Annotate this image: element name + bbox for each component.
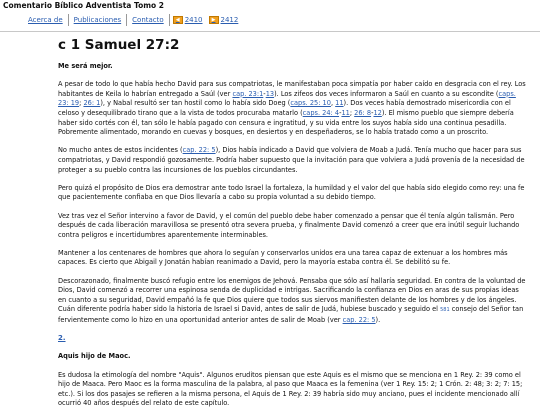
ref-link[interactable]: caps. 25: 10: [290, 99, 331, 108]
app-title: Comentario Bíblico Adventista Tomo 2: [3, 1, 165, 10]
text-span: ). Dos veces había demostrado misericordia con el celoso y desequilibrado tirano que a la vista de todos procuraba matarlo (: [58, 99, 511, 117]
verse-heading: Me será mejor.: [58, 62, 113, 70]
text-span: ;: [79, 99, 84, 108]
text-span: -: [263, 89, 266, 98]
ref-link[interactable]: 13: [265, 89, 275, 98]
paragraph: [58, 80, 528, 138]
ref-link[interactable]: 26: 8: [354, 108, 372, 117]
paragraph: Pero quizá el propósito de Dios era demostrar ante todo Israel la fortaleza, la humildad y el valor del que había sido elegido como rey: una fe que pacientemente confiaba en que Dios llevaría a cabo su propia voluntad a su debido tiempo.: [58, 183, 525, 202]
paragraph: Vez tras vez el Señor intervino a favor de David, y el común del pueblo debe haber comenzado a pensar que él tenía algún talismán. Pero después de cada liberación maravillosa se presentó otra severa prueba, y finalmente David comenzó a creer que era inútil seguir luchando contra peligros e incertidumbres aparentemente interminables.: [58, 211, 520, 239]
ref-link[interactable]: caps. 23: 19: [58, 89, 516, 108]
next-page-icon: ▶: [209, 16, 219, 24]
text-span: A pesar de todo lo que había hecho David para sus compatriotas, le manifestaban poca simpatía por haber caído en desgracia con el rey. Los habitantes de Keila lo habrían entregado a Saúl (ver: [58, 80, 526, 98]
page-title: c 1 Samuel 27:2: [58, 37, 180, 53]
page-marker-link[interactable]: 581: [440, 307, 450, 314]
text-span: -: [339, 108, 342, 117]
prev-page-icon: ◀: [173, 16, 183, 24]
nav-publicaciones-link[interactable]: Publicaciones: [69, 14, 127, 26]
text-span: ). El mismo pueblo que siempre debería haber sido cortés con él, tan sólo le había pagado con censura e ingratitud, y su vida entre los suyos había sido una continua pesadilla. Pobremente alimentado, morando en cuevas y bosques, en desiertos y en despeñaderos, se lo había tratado como a un proscrito.: [58, 108, 514, 137]
ref-link[interactable]: cap. 22: 5: [182, 146, 216, 155]
text-span: ;: [349, 108, 355, 117]
paragraph: [58, 146, 528, 175]
verse-heading: Aquis hijo de Maoc.: [58, 352, 131, 361]
next-page-link[interactable]: [206, 14, 242, 26]
main-content: [58, 36, 528, 418]
prev-page-link[interactable]: [170, 14, 206, 26]
prev-page-label: 2410: [184, 16, 203, 24]
text-span: ), Dios había indicado a David que volviera de Moab a Judá. Tenía mucho que hacer para sus compatriotas, y David respondió gozosamente. Podría haber supuesto que la invitación para que volviera a Judá provenía de la necesidad de proteger a su pueblo contra las incursiones de los pueblos circundantes.: [58, 146, 525, 174]
next-page-label: 2412: [220, 16, 239, 24]
text-span: No mucho antes de estos incidentes (: [58, 146, 183, 155]
text-span: ). Los zifeos dos veces informaron a Saúl en cuanto a su escondite (: [274, 89, 499, 98]
text-span: consejo del Señor tan fervientemente como lo hizo en una oportunidad anterior antes de salir de Moab (ver: [58, 305, 524, 325]
nav-acerca-link[interactable]: Acerca de: [28, 14, 69, 26]
text-span: ), y Nabal resultó ser tan hostil como lo había sido Doeg (: [100, 99, 291, 108]
ref-link[interactable]: 11: [341, 108, 350, 117]
verse-number-para: [58, 334, 528, 344]
paragraph: Es dudosa la etimología del nombre "Aquis". Algunos eruditos piensan que este Aquis es el mismo que se menciona en 1 Rey. 2: 39 como el hijo de Maaca. Pero Maoc es la forma masculina de la palabra, al paso que Maaca es la femenina (ver 1 Rey. 15: 2; 1 Crón. 2: 48; 3: 2; 7: 15; etc.). Si los dos pasajes se refieren a la misma persona, el Aquis de 1 Rey. 2: 39 habría sido muy anciano, pues el incidente mencionado allí ocurrió 40 años después del relato de este capítulo.: [58, 370, 523, 408]
text-span: ).: [375, 316, 381, 325]
ref-link[interactable]: 26: 1: [83, 99, 101, 108]
text-span: -: [371, 108, 374, 117]
text-span: ,: [330, 99, 336, 108]
text-span: Descorazonado, finalmente buscó refugio entre los enemigos de Jehová. Pensaba que sólo así hallaría seguridad. En contra de la voluntad de Dios, David comenzó a recorrer una espinosa senda de duplicidad e intrigas. Sacrificando la confianza en Dios en aras de sus propias ideas en cuanto a su seguridad, David empañó la fe que Dios quiere que todos sus siervos manifiesten delante de los hombres y de los ángeles. Cuán diferente podría haber sido la historia de Israel si David, antes de salir de Judá, hubiese buscado y seguido el: [58, 276, 526, 314]
paragraph: [58, 277, 528, 326]
ref-link[interactable]: 11: [335, 99, 344, 108]
top-bar: [0, 0, 540, 32]
nav-bar: [28, 14, 241, 26]
ref-link[interactable]: 12: [373, 108, 382, 117]
ref-link[interactable]: caps. 24: 4: [302, 108, 340, 117]
verse-number-link[interactable]: 2.: [58, 334, 66, 343]
ref-link[interactable]: cap. 23:1: [232, 89, 264, 98]
paragraph: Mantener a los centenares de hombres que ahora lo seguían y conservarlos unidos era una tarea capaz de extenuar a los hombres más capaces. Es cierto que Abigail y Jonatán habían reanimado a David, pero la mayoría estaba contra él. Se debilitó su fe.: [58, 248, 508, 267]
nav-contacto-link[interactable]: Contacto: [127, 14, 170, 26]
ref-link[interactable]: cap. 22: 5: [342, 316, 376, 325]
